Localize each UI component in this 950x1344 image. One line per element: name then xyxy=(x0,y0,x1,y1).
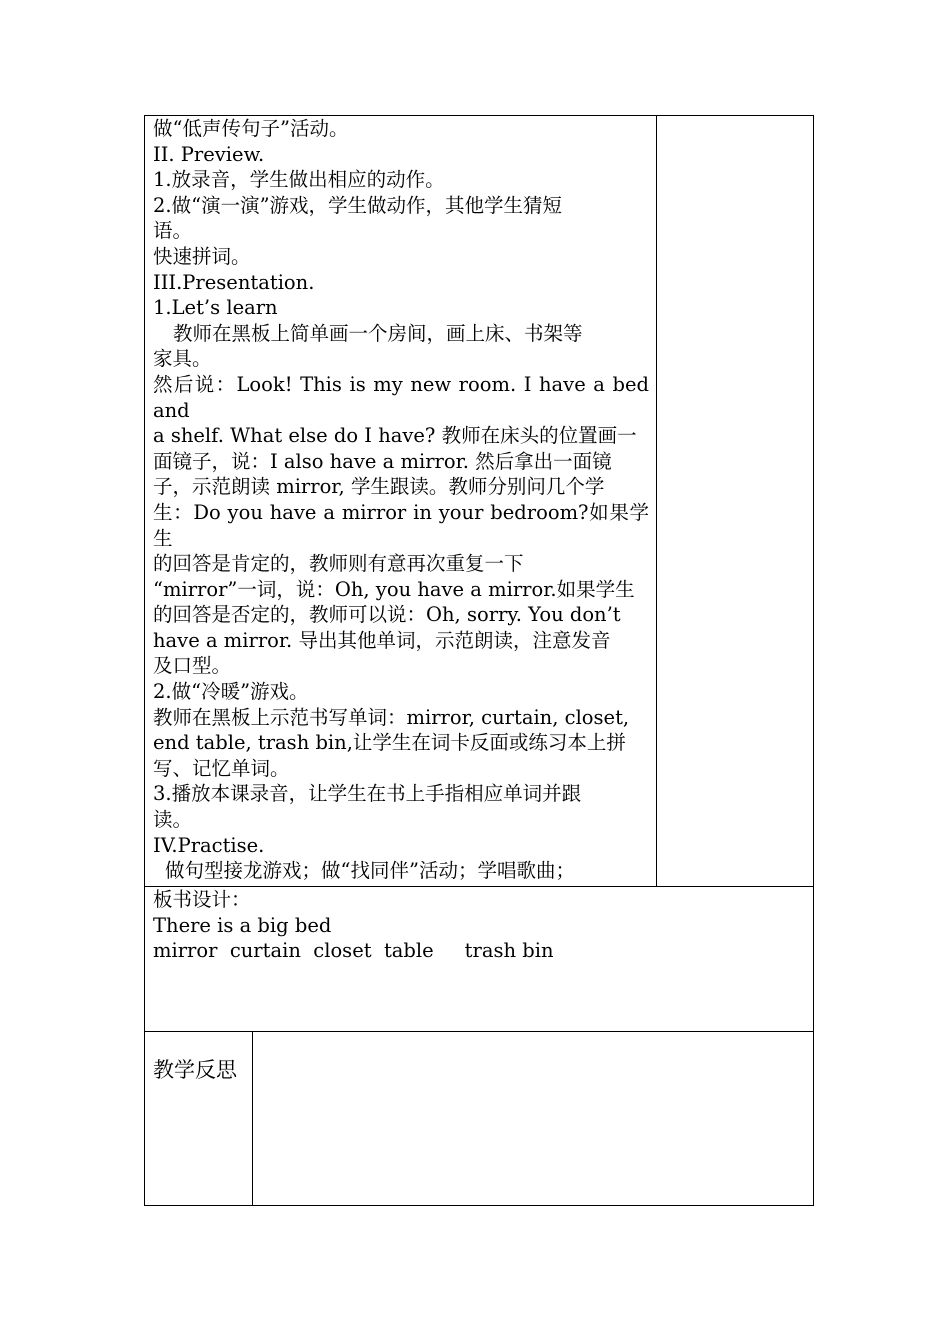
board-design-line-1: There is a big bed xyxy=(153,913,332,937)
reflection-label: 教学反思 xyxy=(153,1058,237,1082)
lesson-plan-table xyxy=(144,115,814,1206)
lets-learn-text-cont: 家具。 xyxy=(153,347,212,371)
lets-learn-line: 然后说：Look! This is my new room. I have a bed and xyxy=(153,372,649,422)
procedure-row xyxy=(145,116,813,887)
preview-heading: II. Preview. xyxy=(153,142,265,166)
lets-learn-line: a shelf. What else do I have? 教师在床头的位置画一 xyxy=(153,424,637,448)
lets-learn-text: 教师在黑板上简单画一个房间，画上床、书架等 xyxy=(173,321,583,345)
lets-learn-line: 面镜子，说：I also have a mirror. 然后拿出一面镜 xyxy=(153,449,612,473)
preview-step-2-cont: 语。 xyxy=(153,219,193,243)
notes-cell xyxy=(657,116,813,886)
lets-learn-line: 的回答是肯定的，教师则有意再次重复一下 xyxy=(153,552,524,576)
practise-heading: IV.Practise. xyxy=(153,833,265,857)
lets-learn-line: 子，示范朗读 mirror, 学生跟读。教师分别问几个学 xyxy=(153,475,605,499)
reflection-content-cell xyxy=(253,1032,813,1205)
board-design-label: 板书设计： xyxy=(153,888,251,911)
game-line: end table, trash bin,让学生在词卡反面或练习本上拼 xyxy=(153,731,626,755)
practise-text: 做句型接龙游戏；做“找同伴”活动；学唱歌曲； xyxy=(165,859,575,883)
audio-step: 3.播放本课录音，让学生在书上手指相应单词并跟 xyxy=(153,782,582,806)
board-design-row xyxy=(145,887,813,1032)
preview-step-1: 1.放录音，学生做出相应的动作。 xyxy=(153,168,445,192)
game-heading: 2.做“冷暖”游戏。 xyxy=(153,680,309,704)
game-line: 教师在黑板上示范书写单词：mirror, curtain, closet, xyxy=(153,705,630,729)
preview-step-2: 2.做“演一演”游戏，学生做动作，其他学生猜短 xyxy=(153,193,563,217)
preview-step-3: 快速拼词。 xyxy=(153,244,251,268)
presentation-heading: III.Presentation. xyxy=(153,270,315,294)
lets-learn-line-last: 及口型。 xyxy=(153,654,232,678)
intro-activity: 做“低声传句子”活动。 xyxy=(153,117,349,140)
lets-learn-line: 生：Do you have a mirror in your bedroom?如果学生 xyxy=(153,500,649,550)
audio-step-cont: 读。 xyxy=(153,808,193,832)
lets-learn-heading: 1.Let’s learn xyxy=(153,296,278,320)
reflection-row xyxy=(145,1032,813,1205)
procedure-cell xyxy=(145,116,657,886)
practise-text-cont xyxy=(153,884,649,886)
lets-learn-line: have a mirror. 导出其他单词，示范朗读，注意发音 xyxy=(153,628,611,652)
game-line-last: 写、记忆单词。 xyxy=(153,756,290,780)
reflection-label-cell xyxy=(145,1032,253,1205)
board-design-line-2: mirror curtain closet table trash bin xyxy=(153,939,554,963)
lets-learn-line: 的回答是否定的，教师可以说：Oh, sorry. You don’t xyxy=(153,603,621,627)
lets-learn-line: “mirror”一词，说：Oh, you have a mirror.如果学生 xyxy=(153,577,635,601)
